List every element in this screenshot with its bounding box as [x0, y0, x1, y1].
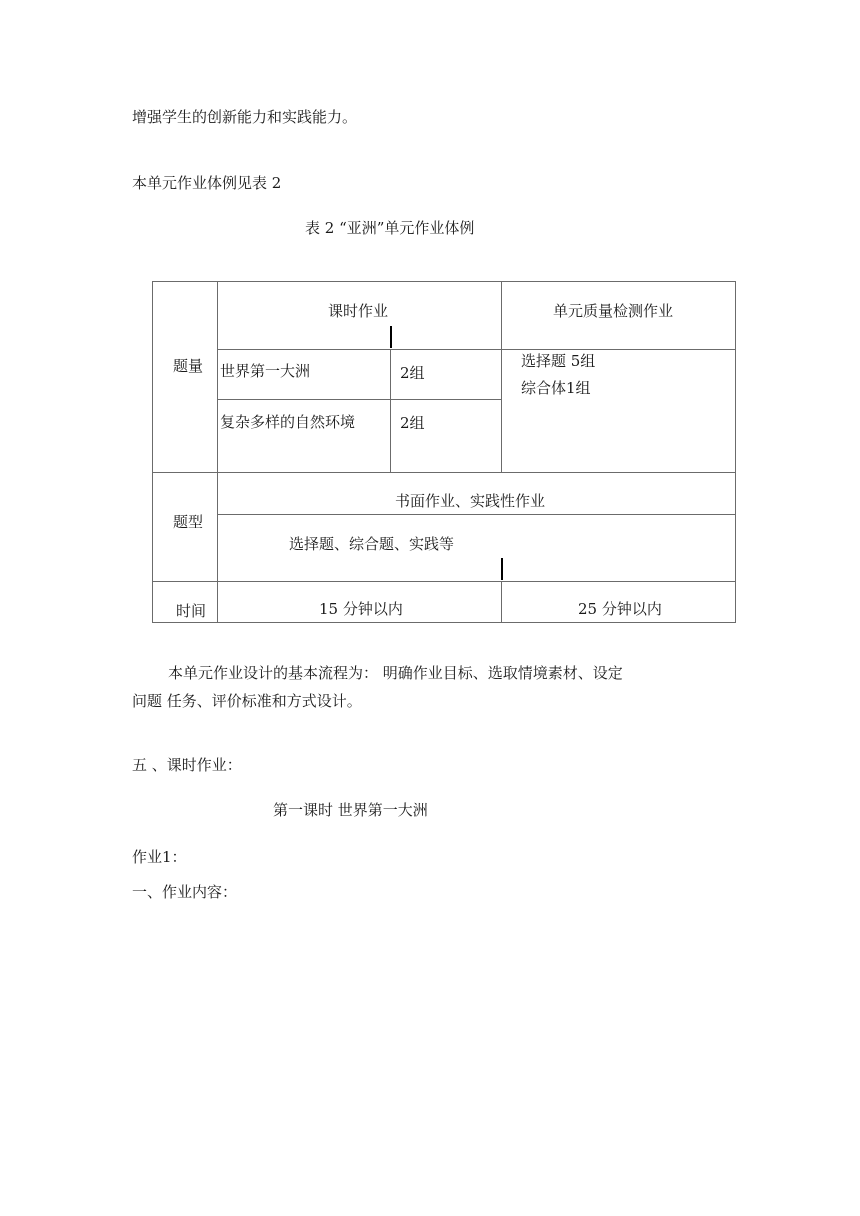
paragraph-process: 本单元作业设计的基本流程为： 明确作业目标、选取情境素材、设定: [168, 664, 623, 682]
section-heading-lesson-homework: 五 、课时作业：: [132, 756, 242, 774]
table-divider: [217, 514, 736, 515]
table-divider: [153, 581, 736, 582]
time-lesson: 15 分钟以内: [319, 600, 403, 618]
homework-label: 作业1：: [132, 848, 187, 866]
header-unit: 单元质量检测作业: [553, 302, 674, 320]
unit-choice-count: 选择题 5组: [521, 352, 596, 370]
table-divider: [217, 349, 736, 350]
table-divider: [153, 472, 736, 473]
table-caption: 表 2 “亚洲”单元作业体例: [305, 219, 475, 237]
unit-comprehensive-count: 综合体1组: [521, 379, 591, 397]
header-lesson: 课时作业: [328, 302, 389, 320]
lesson2-count: 2组: [400, 414, 425, 432]
table-mark: [390, 326, 392, 348]
paragraph-table-reference: 本单元作业体例见表 2: [132, 174, 282, 192]
homework-structure-table: [152, 281, 736, 623]
table-mark: [501, 558, 503, 580]
lesson1-name: 世界第一大洲: [220, 362, 311, 380]
paragraph-innovation: 增强学生的创新能力和实践能力。: [132, 108, 358, 126]
lesson1-count: 2组: [400, 364, 425, 382]
row-label-time: 时间: [176, 602, 207, 620]
type-form: 书面作业、实践性作业: [395, 492, 546, 510]
table-divider: [501, 581, 502, 623]
paragraph-process-cont: 问题 任务、评价标准和方式设计。: [132, 692, 362, 710]
homework-content-heading: 一、作业内容：: [132, 883, 238, 901]
table-divider: [501, 282, 502, 472]
lesson-title: 第一课时 世界第一大洲: [273, 801, 428, 819]
time-unit: 25 分钟以内: [578, 600, 662, 618]
table-divider: [390, 349, 391, 472]
table-divider: [217, 399, 501, 400]
row-label-quantity: 题量: [173, 357, 204, 375]
type-kinds: 选择题、综合题、实践等: [289, 535, 455, 553]
lesson2-name: 复杂多样的自然环境: [220, 413, 356, 431]
row-label-type: 题型: [173, 513, 204, 531]
table-divider: [217, 282, 218, 623]
